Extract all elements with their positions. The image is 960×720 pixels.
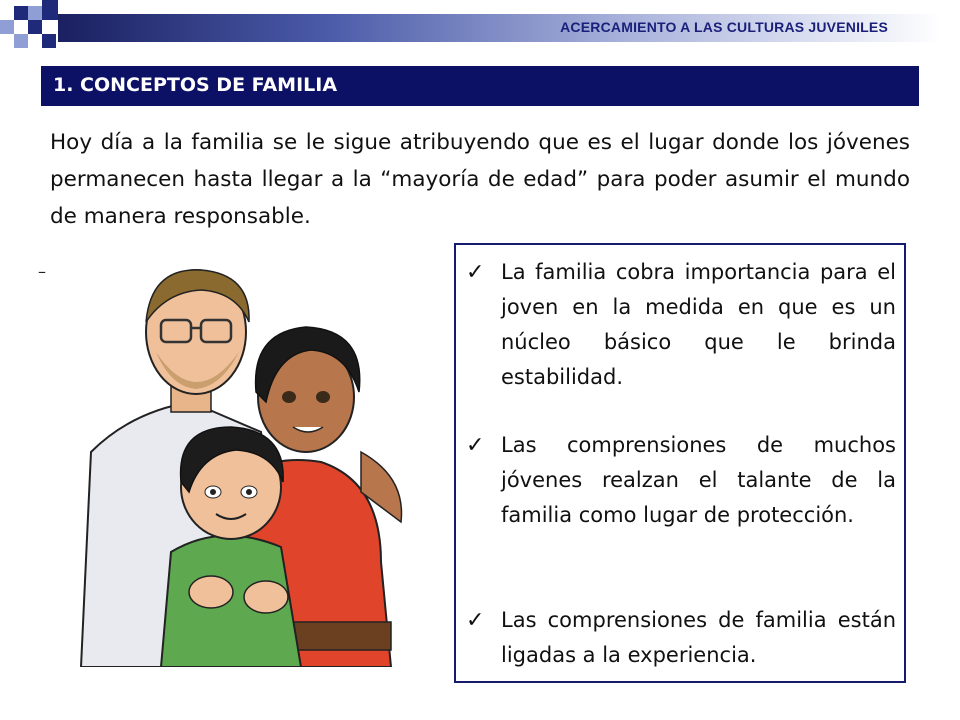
dash-marker: –	[38, 262, 46, 281]
header-title: ACERCAMIENTO A LAS CULTURAS JUVENILES	[560, 19, 888, 35]
bullet-text: Las comprensiones de familia están ligadas a la experiencia.	[501, 608, 896, 667]
decor-square	[14, 6, 28, 20]
family-illustration	[61, 262, 436, 667]
bullet-item	[466, 428, 896, 533]
check-icon: ✓	[466, 608, 485, 633]
bullet-text: Las comprensiones de muchos jóvenes realzan el talante de la familia como lugar de protección.	[501, 433, 896, 527]
section-title: 1. CONCEPTOS DE FAMILIA	[53, 74, 338, 96]
section-header	[41, 66, 919, 106]
bullet-text: La familia cobra importancia para el joven en la medida en que es un núcleo básico que le brinda estabilidad.	[501, 260, 896, 389]
check-icon: ✓	[466, 260, 485, 285]
check-icon: ✓	[466, 433, 485, 458]
bullet-box	[454, 243, 906, 683]
intro-paragraph: Hoy día a la familia se le sigue atribuyendo que es el lugar donde los jóvenes permanecen hasta llegar a la “mayoría de edad” para poder asumir el mundo de manera responsable.	[50, 130, 910, 229]
decor-square	[42, 34, 56, 48]
decor-square	[0, 20, 14, 34]
bullet-item	[466, 255, 896, 395]
decor-square	[28, 6, 42, 20]
decor-square	[14, 34, 28, 48]
bullet-item	[466, 603, 896, 673]
decor-square	[42, 0, 58, 20]
decor-square	[28, 20, 42, 34]
